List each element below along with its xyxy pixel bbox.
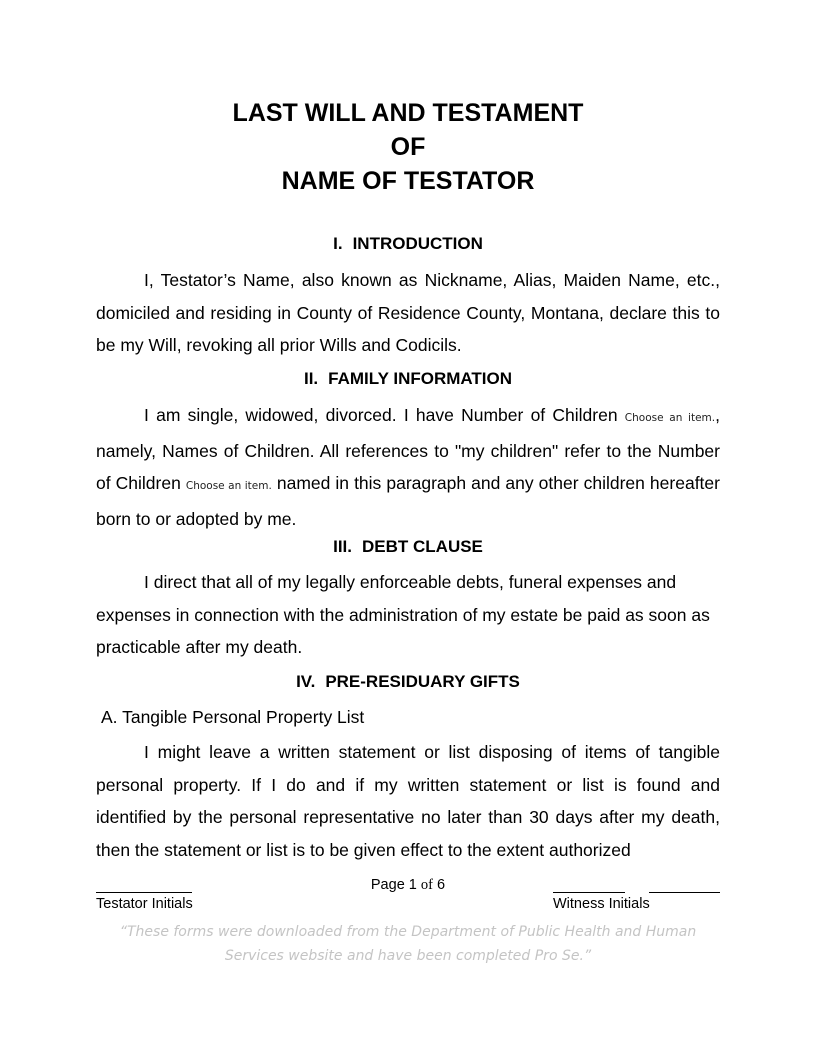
disclaimer-watermark xyxy=(0,920,816,968)
disclaimer-line-2: Services website and have been completed Pro Se.” xyxy=(224,948,592,964)
section-numeral: I. xyxy=(333,234,343,253)
section-title: PRE-RESIDUARY GIFTS xyxy=(325,672,520,691)
witness-initials-label: Witness Initials xyxy=(553,896,650,912)
title-line-3: NAME OF TESTATOR xyxy=(281,167,535,195)
paragraph-introduction: I, Testator’s Name, also known as Nickname, Alias, Maiden Name, etc., domiciled and residing in County of Residence County, Montana, declare this to be my Will, revoking all prior Wills and Codicils. xyxy=(96,270,720,356)
section-title: DEBT CLAUSE xyxy=(362,537,483,556)
family-text-part-2: , namely, Names of Children. All references to "my children" refer to the Number of Children xyxy=(96,405,720,494)
disclaimer-line-1: “These forms were downloaded from the Department of Public Health and Human xyxy=(119,924,697,940)
paragraph-tangible-property: I might leave a written statement or list disposing of items of tangible personal property. If I do and if my written statement or list is found and identified by the personal representative no later than 30 days after my death, then the statement or list is to be given effect to the extent authorized xyxy=(96,742,720,860)
title-line-2: OF xyxy=(390,133,426,161)
testator-initials-label: Testator Initials xyxy=(96,896,193,912)
section-heading-debt-clause xyxy=(0,537,816,557)
page-of: of xyxy=(420,877,433,893)
choose-item-field-1[interactable]: Choose an item. xyxy=(624,412,716,424)
title-line-1: LAST WILL AND TESTAMENT xyxy=(232,99,584,127)
section-numeral: III. xyxy=(333,537,352,556)
page-total: 6 xyxy=(437,877,446,893)
section-title: FAMILY INFORMATION xyxy=(328,369,513,388)
witness-initials-line-2[interactable] xyxy=(649,892,720,893)
family-text-part-3: named in this paragraph and any other children hereafter born to or adopted by me. xyxy=(96,473,720,529)
choose-item-field-2[interactable]: Choose an item. xyxy=(185,480,272,493)
paragraph-family-information xyxy=(96,399,720,535)
section-numeral: II. xyxy=(303,369,319,388)
section-heading-family-information xyxy=(0,369,816,389)
page-label: Page 1 xyxy=(370,877,417,893)
section-title: INTRODUCTION xyxy=(352,234,483,253)
paragraph-debt-clause: I direct that all of my legally enforceable debts, funeral expenses and expenses in connection with the administration of my estate be paid as soon as practicable after my death. xyxy=(96,572,710,658)
section-numeral: IV. xyxy=(296,672,316,691)
witness-initials-line-1[interactable] xyxy=(553,892,625,893)
section-heading-introduction xyxy=(0,234,816,254)
family-text-part-1: I am single, widowed, divorced. I have Number of Children xyxy=(144,405,625,425)
section-heading-pre-residuary-gifts xyxy=(0,672,816,692)
subheading-tangible-property-list: A. Tangible Personal Property List xyxy=(101,707,365,727)
document-title xyxy=(0,96,816,198)
